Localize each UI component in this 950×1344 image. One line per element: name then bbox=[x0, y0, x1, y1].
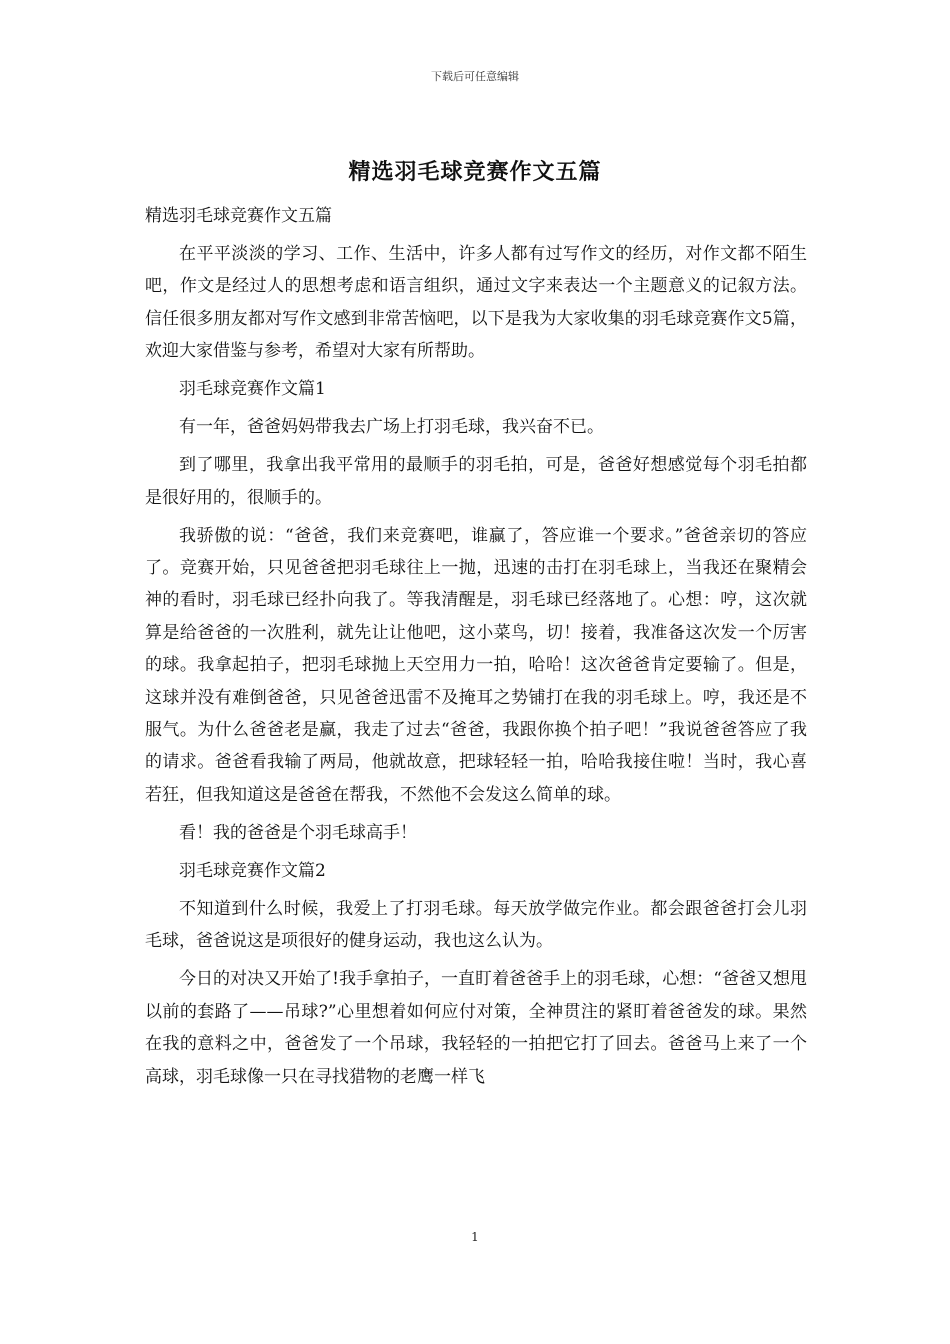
section-heading-2: 羽毛球竞赛作文篇2 bbox=[179, 860, 326, 881]
paragraph: 我骄傲的说：“爸爸，我们来竞赛吧，谁赢了，答应谁一个要求。”爸爸亲切的答应了。竞赛开始，只见爸爸把羽毛球往上一抛，迅速的击打在羽毛球上，当我还在聚精会神的看时，羽毛球已经扑向我了。等我清醒是，羽毛球已经落地了。心想：哼，这次就算是给爸爸的一次胜利，就先让让他吧，这小菜鸟，切！接着，我准备这次发一个厉害的球。我拿起拍子，把羽毛球抛上天空用力一拍，哈哈！这次爸爸肯定要输了。但是，这球并没有难倒爸爸，只见爸爸迅雷不及掩耳之势铺打在我的羽毛球上。哼，我还是不服气。为什么爸爸老是赢，我走了过去“爸爸，我跟你换个拍子吧！”我说爸爸答应了我的请求。爸爸看我输了两局，他就故意，把球轻轻一拍，哈哈我接住啦！当时，我心喜若狂，但我知道这是爸爸在帮我，不然他不会发这么简单的球。 bbox=[145, 525, 807, 805]
section-heading-1: 羽毛球竞赛作文篇1 bbox=[179, 379, 326, 400]
paragraph-intro: 在平平淡淡的学习、工作、生活中，许多人都有过写作文的经历，对作文都不陌生吧，作文是经过人的思想考虑和语言组织，通过文字来表达一个主题意义的记叙方法。信任很多朋友都对写作文感到非常苦恼吧，以下是我为大家收集的羽毛球竞赛作文5篇，欢迎大家借鉴与参考，希望对大家有所帮助。 bbox=[145, 244, 807, 362]
page-number: 1 bbox=[471, 1230, 479, 1244]
paragraph: 看！我的爸爸是个羽毛球高手！ bbox=[179, 822, 417, 843]
page-header-note: 下载后可任意编辑 bbox=[431, 70, 519, 83]
paragraph: 不知道到什么时候，我爱上了打羽毛球。每天放学做完作业。都会跟爸爸打会儿羽毛球，爸爸说这是项很好的健身运动，我也这么认为。 bbox=[145, 898, 807, 952]
document-subtitle: 精选羽毛球竞赛作文五篇 bbox=[145, 206, 332, 226]
paragraph: 今日的对决又开始了!我手拿拍子，一直盯着爸爸手上的羽毛球，心想：“爸爸又想甩以前的套路了——吊球?”心里想着如何应付对策，全神贯注的紧盯着爸爸发的球。果然在我的意料之中，爸爸发了一个吊球，我轻轻的一拍把它打了回去。爸爸马上来了一个高球，羽毛球像一只在寻找猎物的老鹰一样飞 bbox=[145, 969, 807, 1087]
document-body bbox=[145, 200, 807, 1099]
document-title: 精选羽毛球竞赛作文五篇 bbox=[348, 159, 602, 185]
paragraph: 有一年，爸爸妈妈带我去广场上打羽毛球，我兴奋不已。 bbox=[179, 417, 604, 438]
paragraph: 到了哪里，我拿出我平常用的最顺手的羽毛拍，可是，爸爸好想感觉每个羽毛拍都是很好用的，很顺手的。 bbox=[145, 455, 807, 508]
